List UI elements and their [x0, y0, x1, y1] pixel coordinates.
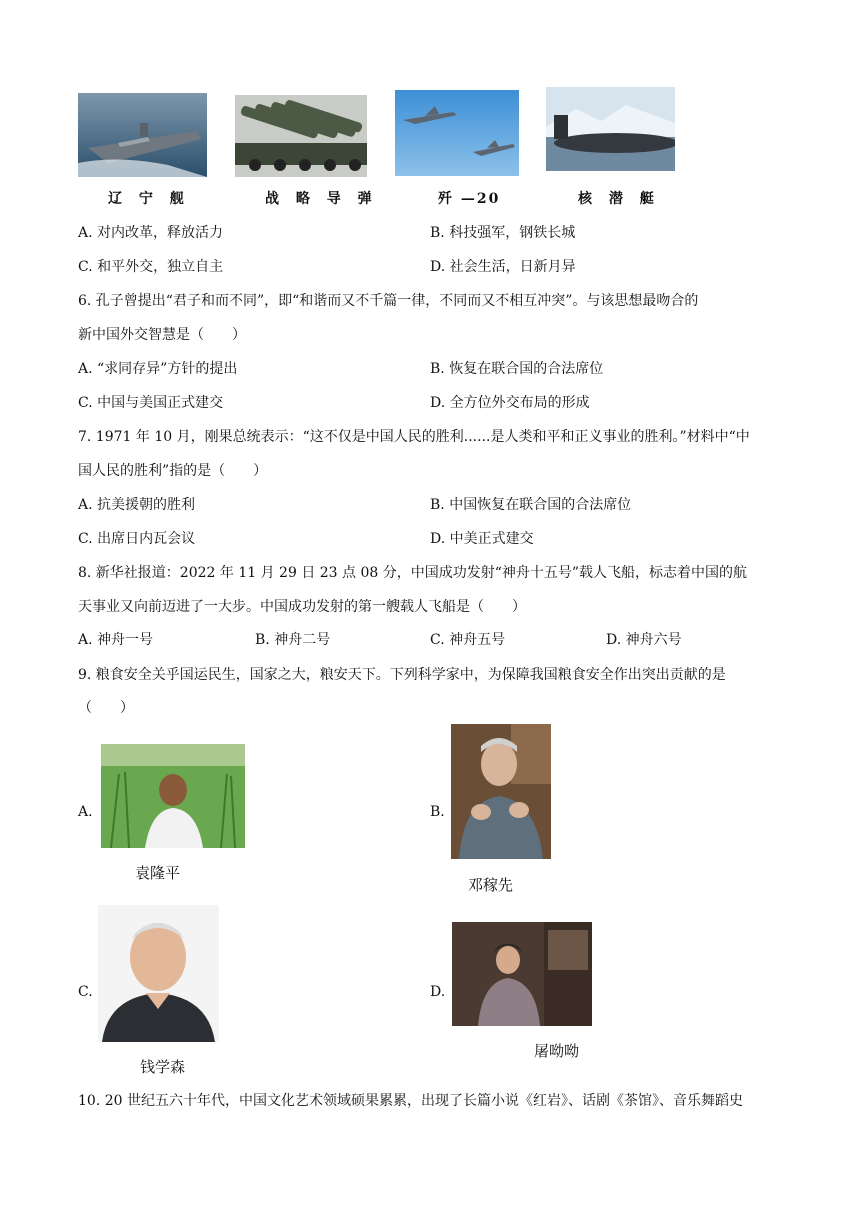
caption-j20: 歼 —20	[438, 191, 501, 207]
q8-option-a[interactable]: A. 神舟一号	[78, 632, 154, 648]
q6-option-d[interactable]: D. 全方位外交布局的形成	[430, 395, 590, 411]
q7-option-c[interactable]: C. 出席日内瓦会议	[78, 531, 196, 547]
q9-stem-line2: （ ）	[78, 700, 134, 716]
caption-submarine: 核 潜 艇	[578, 191, 660, 207]
q7-option-d[interactable]: D. 中美正式建交	[430, 531, 534, 547]
q9-option-c-letter[interactable]: C.	[78, 984, 93, 1000]
q9-option-a-name: 袁隆平	[135, 864, 181, 882]
q8-stem-line2: 天事业又向前迈进了一大步。中国成功发射的第一艘载人飞船是（ ）	[78, 599, 526, 615]
q8-option-b[interactable]: B. 神舟二号	[255, 632, 331, 648]
q5-option-d[interactable]: D. 社会生活，日新月异	[430, 259, 576, 275]
q6-stem-line1: 6. 孔子曾提出“君子和而不同”，即“和谐而又不千篇一律，不同而又不相互冲突”。与该思想最吻合的	[78, 293, 699, 309]
q7-option-a[interactable]: A. 抗美援朝的胜利	[78, 497, 196, 513]
q9-option-d-name: 屠呦呦	[534, 1042, 580, 1060]
q9-option-a-letter[interactable]: A.	[78, 804, 93, 820]
caption-missile: 战 略 导 弹	[265, 191, 378, 207]
q5-option-a[interactable]: A. 对内改革，释放活力	[78, 225, 224, 241]
deng-jiaxian-photo[interactable]	[451, 724, 551, 859]
q9-option-c-name: 钱学森	[140, 1058, 186, 1076]
q6-option-a[interactable]: A. “求同存异”方针的提出	[78, 361, 238, 377]
q8-option-d[interactable]: D. 神舟六号	[606, 632, 682, 648]
q7-option-b[interactable]: B. 中国恢复在联合国的合法席位	[430, 497, 632, 513]
q9-stem-line1: 9. 粮食安全关乎国运民生，国家之大，粮安天下。下列科学家中，为保障我国粮食安全作出突出贡献的是	[78, 667, 726, 683]
strategic-missile-photo	[235, 95, 367, 177]
q6-stem-line2: 新中国外交智慧是（ ）	[78, 327, 246, 343]
q10-stem-line1: 10. 20 世纪五六十年代，中国文化艺术领域硕果累累，出现了长篇小说《红岩》、话剧《茶馆》、音乐舞蹈史	[78, 1093, 743, 1109]
tu-youyou-photo[interactable]	[452, 922, 592, 1026]
q7-stem-line2: 国人民的胜利”指的是（ ）	[78, 463, 268, 479]
qian-xuesen-photo[interactable]	[98, 905, 219, 1042]
nuclear-submarine-photo	[546, 87, 675, 171]
q9-option-b-letter[interactable]: B.	[430, 804, 445, 820]
q6-option-b[interactable]: B. 恢复在联合国的合法席位	[430, 361, 604, 377]
j20-fighter-photo	[395, 90, 519, 176]
q9-option-b-name: 邓稼先	[468, 876, 514, 894]
caption-liaoning: 辽 宁 舰	[108, 191, 190, 207]
q5-option-b[interactable]: B. 科技强军，钢铁长城	[430, 225, 576, 241]
q5-option-c[interactable]: C. 和平外交，独立自主	[78, 259, 224, 275]
yuan-longping-photo[interactable]	[101, 744, 245, 848]
q8-stem-line1: 8. 新华社报道：2022 年 11 月 29 日 23 点 08 分，中国成功发射“神舟十五号”载人飞船，标志着中国的航	[78, 565, 748, 581]
q8-option-c[interactable]: C. 神舟五号	[430, 632, 506, 648]
q6-option-c[interactable]: C. 中国与美国正式建交	[78, 395, 224, 411]
liaoning-carrier-photo	[78, 93, 207, 177]
q7-stem-line1: 7. 1971 年 10 月，刚果总统表示：“这不仅是中国人民的胜利......是人类和平和正义事业的胜利。”材料中“中	[78, 429, 750, 445]
q9-option-d-letter[interactable]: D.	[430, 984, 446, 1000]
